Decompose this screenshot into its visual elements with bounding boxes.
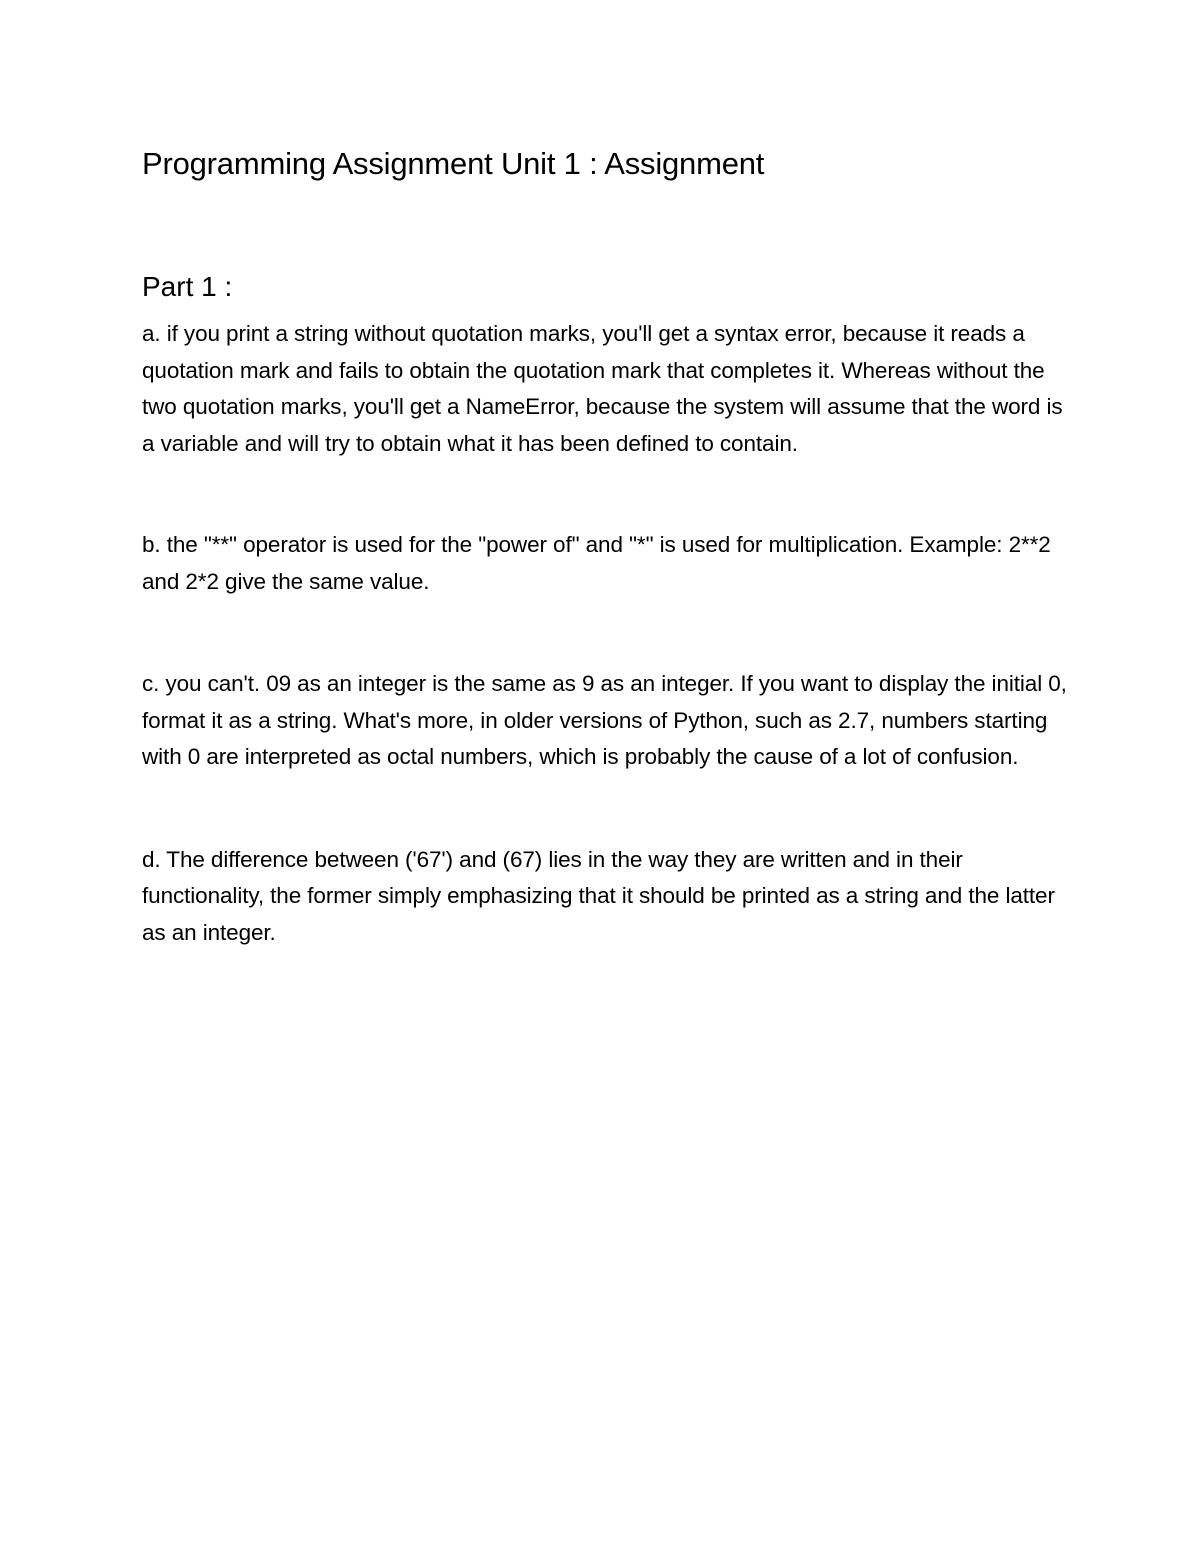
answer-d-paragraph: d. The difference between ('67') and (67) lies in the way they are written and in their functionality, the former simply emphasizing that it should be printed as a string and the latter as an integer. <box>142 846 1055 945</box>
answer-b-paragraph: b. the "**" operator is used for the "power of" and "*" is used for multiplication. Example: 2**2 and 2*2 give the same value. <box>142 532 1051 594</box>
document-body <box>142 140 1072 951</box>
part-heading: Part 1 : <box>142 271 233 302</box>
answer-c-paragraph: c. you can't. 09 as an integer is the same as 9 as an integer. If you want to display the initial 0, format it as a string. What's more, in older versions of Python, such as 2.7, numbers starting with 0 are interpreted as octal numbers, which is probably the cause of a lot of confusion. <box>142 671 1067 769</box>
answer-a-paragraph: a. if you print a string without quotation marks, you'll get a syntax error, because it reads a quotation mark and fails to obtain the quotation mark that completes it. Whereas without the two quotation marks, you'll get a NameError, because the system will assume that the word is a variable and will try to obtain what it has been defined to contain. <box>142 321 1063 456</box>
document-title: Programming Assignment Unit 1 : Assignment <box>142 146 765 181</box>
